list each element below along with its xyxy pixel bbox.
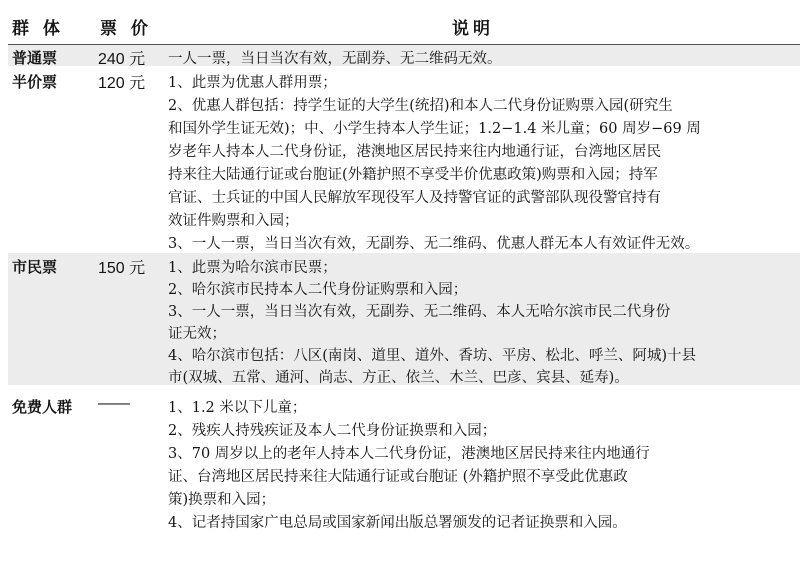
desc-citizen-line: 4、哈尔滨市包括：八区(南岗、道里、道外、香坊、平房、松北、呼兰、阿城)十县: [168, 348, 697, 364]
table-header: [0, 0, 808, 44]
desc-half-line: 官证、士兵证的中国人民解放军现役军人及持警官证的武警部队现役警官持有: [168, 190, 661, 206]
desc-citizen-line: 证无效；: [168, 326, 226, 342]
header-description: 说明: [452, 19, 494, 39]
desc-half-line: 和国外学生证无效)；中、小学生持本人学生证；1.2−1.4 米儿童；60 周岁−69 周: [168, 121, 701, 137]
desc-citizen-line: 市(双城、五常、通河、尚志、方正、依兰、木兰、巴彦、宾县、延寿)。: [168, 370, 629, 386]
desc-free-line: 2、残疾人持残疾证及本人二代身份证换票和入园；: [168, 423, 497, 439]
desc-half-line: 3、一人一票，当日当次有效，无副券、无二维码、优惠人群无本人有效证件无效。: [168, 236, 700, 252]
desc-regular-line: 一人一票，当日当次有效，无副券、无二维码无效。: [168, 51, 502, 67]
category-half-price: 半价票: [12, 73, 58, 91]
price-citizen: 150 元: [98, 260, 146, 277]
header-price: 票 价: [100, 19, 152, 39]
category-citizen: 市民票: [12, 258, 58, 276]
category-free: 免费人群: [12, 398, 73, 416]
desc-free-line: 1、1.2 米以下儿童；: [168, 400, 307, 416]
header-group: 群 体: [12, 19, 64, 39]
desc-free-line: 3、70 周岁以上的老年人持本人二代身份证，港澳地区居民持来往内地通行: [168, 446, 650, 462]
price-half-price: 120 元: [98, 75, 146, 92]
price-regular: 240 元: [98, 51, 146, 68]
desc-free-line: 策)换票和入园；: [168, 492, 276, 508]
desc-free-line: 4、记者持国家广电总局或国家新闻出版总署颁发的记者证换票和入园。: [168, 515, 627, 531]
desc-half-line: 持来往大陆通行证或台胞证(外籍护照不享受半价优惠政策)购票和入园；持军: [168, 167, 658, 183]
desc-citizen-line: 1、此票为哈尔滨市民票；: [168, 260, 337, 276]
desc-half-line: 1、此票为优惠人群用票；: [168, 75, 337, 91]
desc-citizen-line: 2、哈尔滨市民持本人二代身份证购票和入园；: [168, 282, 468, 298]
desc-citizen-line: 3、一人一票，当日当次有效，无副券、无二维码、本人无哈尔滨市民二代身份: [168, 304, 671, 320]
desc-half-line: 2、优惠人群包括：持学生证的大学生(统招)和本人二代身份证购票入园(研究生: [168, 98, 673, 114]
desc-half-line: 岁老年人持本人二代身份证，港澳地区居民持来往内地通行证，台湾地区居民: [168, 144, 661, 160]
category-regular: 普通票: [12, 49, 58, 67]
price-free: ——: [98, 395, 130, 412]
desc-half-line: 效证件购票和入园；: [168, 213, 299, 229]
desc-free-line: 证、台湾地区居民持来往大陆通行证或台胞证 (外籍护照不享受此优惠政: [168, 469, 628, 485]
